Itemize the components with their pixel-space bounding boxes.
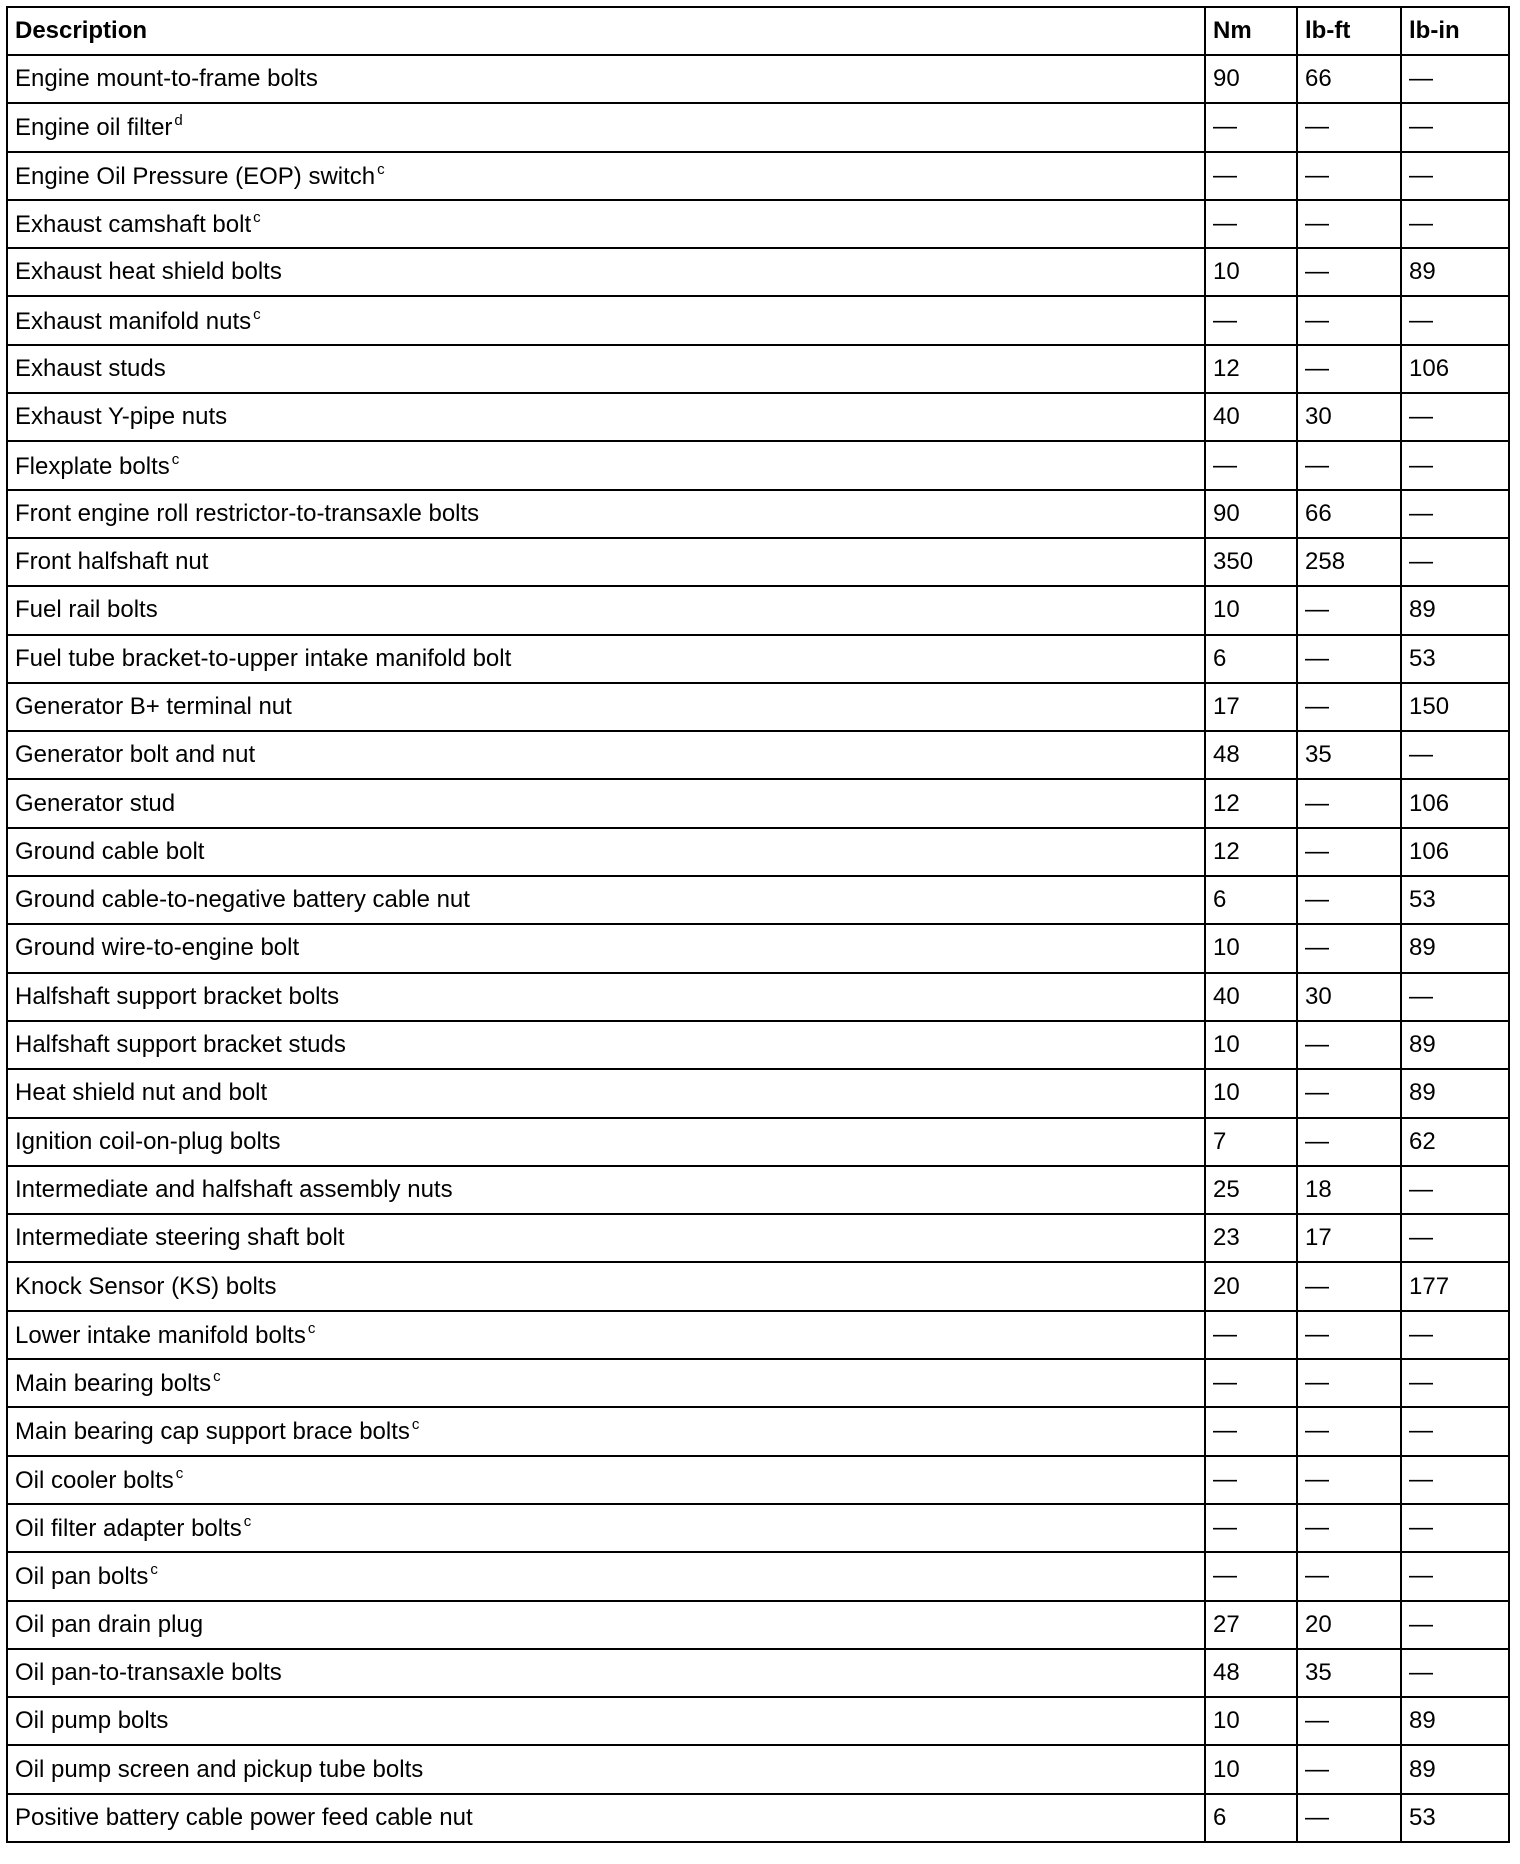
cell-lbin: 53 (1401, 635, 1509, 683)
description-text: Intermediate steering shaft bolt (15, 1224, 345, 1252)
table-row (7, 1311, 1509, 1359)
cell-lbft: — (1297, 924, 1401, 972)
cell-lbft: — (1297, 1504, 1401, 1552)
cell-lbft: — (1297, 1456, 1401, 1504)
cell-lbin: 89 (1401, 248, 1509, 296)
cell-description (7, 924, 1205, 972)
cell-lbft: — (1297, 1069, 1401, 1117)
cell-description (7, 1262, 1205, 1310)
cell-description (7, 635, 1205, 683)
description-text: Exhaust heat shield bolts (15, 258, 282, 286)
cell-lbft: 18 (1297, 1166, 1401, 1214)
cell-lbin: 106 (1401, 345, 1509, 393)
description-text: Heat shield nut and bolt (15, 1079, 268, 1107)
cell-lbin: 89 (1401, 1069, 1509, 1117)
description-text: Oil pump bolts (15, 1707, 169, 1735)
description-text: Oil pump screen and pickup tube bolts (15, 1755, 424, 1783)
description-text: Oil cooler bolts (15, 1466, 174, 1494)
cell-lbin: 89 (1401, 1021, 1509, 1069)
cell-lbin: 89 (1401, 586, 1509, 634)
cell-lbin: 53 (1401, 1794, 1509, 1842)
cell-description (7, 1697, 1205, 1745)
cell-lbft: — (1297, 1745, 1401, 1793)
table-row (7, 1745, 1509, 1793)
table-row (7, 1262, 1509, 1310)
cell-lbft: — (1297, 103, 1401, 151)
cell-description (7, 1407, 1205, 1455)
cell-description (7, 828, 1205, 876)
cell-lbin: — (1401, 296, 1509, 344)
cell-lbft: 35 (1297, 1649, 1401, 1697)
cell-description (7, 683, 1205, 731)
cell-lbin: — (1401, 1504, 1509, 1552)
cell-lbft: 66 (1297, 490, 1401, 538)
table-row (7, 586, 1509, 634)
cell-lbin: — (1401, 1601, 1509, 1649)
cell-lbft: 258 (1297, 538, 1401, 586)
cell-lbin: — (1401, 1407, 1509, 1455)
cell-lbin: 106 (1401, 779, 1509, 827)
cell-description (7, 1359, 1205, 1407)
cell-nm: 12 (1205, 828, 1297, 876)
cell-lbft: — (1297, 1552, 1401, 1600)
table-row (7, 393, 1509, 441)
cell-nm: 10 (1205, 1021, 1297, 1069)
table-row (7, 1552, 1509, 1600)
table-row (7, 538, 1509, 586)
table-row (7, 103, 1509, 151)
cell-nm: — (1205, 200, 1297, 248)
cell-lbft: — (1297, 1794, 1401, 1842)
description-text: Exhaust Y-pipe nuts (15, 403, 228, 431)
cell-nm: 17 (1205, 683, 1297, 731)
cell-nm: 48 (1205, 731, 1297, 779)
cell-lbft: 35 (1297, 731, 1401, 779)
cell-lbft: — (1297, 1311, 1401, 1359)
cell-nm: 6 (1205, 635, 1297, 683)
cell-lbin: 106 (1401, 828, 1509, 876)
cell-nm: 12 (1205, 779, 1297, 827)
cell-lbft: 20 (1297, 1601, 1401, 1649)
table-row (7, 248, 1509, 296)
table-row (7, 1504, 1509, 1552)
cell-nm: 6 (1205, 1794, 1297, 1842)
header-lbin: lb-in (1401, 7, 1509, 55)
cell-description (7, 1794, 1205, 1842)
cell-description (7, 1601, 1205, 1649)
cell-lbft: — (1297, 635, 1401, 683)
cell-nm: — (1205, 1456, 1297, 1504)
cell-description (7, 1456, 1205, 1504)
cell-lbft: 30 (1297, 393, 1401, 441)
cell-description (7, 1504, 1205, 1552)
cell-nm: — (1205, 103, 1297, 151)
cell-lbft: 66 (1297, 55, 1401, 103)
description-text: Ground cable-to-negative battery cable nut (15, 886, 470, 914)
cell-nm: — (1205, 296, 1297, 344)
cell-lbin: — (1401, 1311, 1509, 1359)
cell-lbin: 62 (1401, 1118, 1509, 1166)
description-text: Oil pan-to-transaxle bolts (15, 1658, 282, 1686)
table-row (7, 1407, 1509, 1455)
description-text: Engine mount-to-frame bolts (15, 65, 318, 93)
cell-lbft: — (1297, 1262, 1401, 1310)
cell-description (7, 55, 1205, 103)
cell-description (7, 1021, 1205, 1069)
description-text: Ground wire-to-engine bolt (15, 934, 300, 962)
table-row (7, 296, 1509, 344)
cell-nm: — (1205, 1407, 1297, 1455)
footnote-marker: c (411, 1416, 420, 1434)
cell-nm: — (1205, 441, 1297, 489)
description-text: Knock Sensor (KS) bolts (15, 1272, 277, 1300)
cell-lbft: 17 (1297, 1214, 1401, 1262)
table-row (7, 876, 1509, 924)
description-text: Oil pan drain plug (15, 1610, 204, 1638)
cell-description (7, 1069, 1205, 1117)
cell-nm: — (1205, 1504, 1297, 1552)
cell-nm: 10 (1205, 1745, 1297, 1793)
cell-lbft: 30 (1297, 973, 1401, 1021)
description-text: Main bearing cap support brace bolts (15, 1418, 410, 1446)
header-lbft: lb-ft (1297, 7, 1401, 55)
cell-nm: 7 (1205, 1118, 1297, 1166)
cell-lbin: 89 (1401, 1697, 1509, 1745)
description-text: Exhaust studs (15, 354, 166, 382)
description-text: Oil pan bolts (15, 1563, 149, 1591)
cell-nm: 6 (1205, 876, 1297, 924)
cell-nm: 48 (1205, 1649, 1297, 1697)
table-row (7, 1359, 1509, 1407)
cell-nm: 27 (1205, 1601, 1297, 1649)
table-row (7, 635, 1509, 683)
cell-lbft: — (1297, 200, 1401, 248)
table-row (7, 441, 1509, 489)
description-text: Ignition coil-on-plug bolts (15, 1127, 281, 1155)
cell-nm: — (1205, 1552, 1297, 1600)
table-row (7, 1794, 1509, 1842)
table-row (7, 1649, 1509, 1697)
cell-lbin: — (1401, 1649, 1509, 1697)
description-text: Exhaust camshaft bolt (15, 211, 252, 239)
cell-description (7, 538, 1205, 586)
cell-lbin: — (1401, 731, 1509, 779)
cell-description (7, 1166, 1205, 1214)
description-text: Fuel tube bracket-to-upper intake manifold bolt (15, 644, 512, 672)
cell-lbin: — (1401, 1214, 1509, 1262)
table-row (7, 55, 1509, 103)
cell-lbin: — (1401, 393, 1509, 441)
cell-nm: 12 (1205, 345, 1297, 393)
cell-lbin: — (1401, 152, 1509, 200)
footnote-marker: c (213, 1368, 221, 1386)
cell-description (7, 1118, 1205, 1166)
cell-lbft: — (1297, 1697, 1401, 1745)
description-text: Exhaust manifold nuts (15, 307, 252, 335)
cell-lbin: — (1401, 538, 1509, 586)
cell-lbin: — (1401, 1552, 1509, 1600)
footnote-marker: c (253, 209, 261, 227)
footnote-marker: c (171, 450, 180, 468)
description-text: Flexplate bolts (15, 452, 170, 480)
cell-nm: — (1205, 1359, 1297, 1407)
footnote-marker: d (174, 112, 183, 130)
cell-lbft: — (1297, 779, 1401, 827)
table-row (7, 924, 1509, 972)
cell-lbin: — (1401, 490, 1509, 538)
cell-description (7, 1311, 1205, 1359)
cell-description (7, 1214, 1205, 1262)
description-text: Generator bolt and nut (15, 741, 256, 769)
description-text: Engine Oil Pressure (EOP) switch (15, 162, 376, 190)
cell-description (7, 393, 1205, 441)
cell-lbin: — (1401, 1456, 1509, 1504)
description-text: Halfshaft support bracket bolts (15, 982, 340, 1010)
table-row (7, 1118, 1509, 1166)
description-text: Engine oil filter (15, 114, 173, 142)
cell-nm: 23 (1205, 1214, 1297, 1262)
cell-lbft: — (1297, 441, 1401, 489)
footnote-marker: c (243, 1513, 252, 1531)
cell-description (7, 779, 1205, 827)
torque-spec-table (6, 6, 1510, 1843)
description-text: Ground cable bolt (15, 837, 205, 865)
cell-lbin: 89 (1401, 924, 1509, 972)
cell-nm: 350 (1205, 538, 1297, 586)
description-text: Lower intake manifold bolts (15, 1321, 306, 1349)
cell-lbft: — (1297, 152, 1401, 200)
cell-nm: 10 (1205, 1697, 1297, 1745)
table-row (7, 200, 1509, 248)
cell-lbft: — (1297, 248, 1401, 296)
cell-nm: 10 (1205, 248, 1297, 296)
table-row (7, 828, 1509, 876)
cell-nm: — (1205, 152, 1297, 200)
cell-nm: 90 (1205, 490, 1297, 538)
cell-description (7, 490, 1205, 538)
cell-description (7, 441, 1205, 489)
cell-lbin: 53 (1401, 876, 1509, 924)
cell-nm: 40 (1205, 973, 1297, 1021)
table-body (7, 55, 1509, 1842)
table-row (7, 1697, 1509, 1745)
cell-lbft: — (1297, 1118, 1401, 1166)
table-row (7, 1069, 1509, 1117)
cell-lbft: — (1297, 876, 1401, 924)
table-row (7, 779, 1509, 827)
cell-description (7, 731, 1205, 779)
description-text: Fuel rail bolts (15, 596, 158, 624)
table-row (7, 345, 1509, 393)
cell-nm: 25 (1205, 1166, 1297, 1214)
cell-description (7, 1552, 1205, 1600)
cell-lbft: — (1297, 296, 1401, 344)
cell-lbft: — (1297, 828, 1401, 876)
cell-lbft: — (1297, 683, 1401, 731)
cell-lbft: — (1297, 345, 1401, 393)
table-header-row (7, 7, 1509, 55)
cell-lbin: — (1401, 1166, 1509, 1214)
cell-nm: 20 (1205, 1262, 1297, 1310)
cell-lbin: — (1401, 973, 1509, 1021)
table-row (7, 1166, 1509, 1214)
table-row (7, 1456, 1509, 1504)
cell-lbin: 89 (1401, 1745, 1509, 1793)
table-row (7, 1601, 1509, 1649)
description-text: Front halfshaft nut (15, 548, 209, 576)
cell-lbin: 150 (1401, 683, 1509, 731)
cell-lbft: — (1297, 1359, 1401, 1407)
cell-description (7, 103, 1205, 151)
cell-lbin: — (1401, 103, 1509, 151)
cell-lbft: — (1297, 1021, 1401, 1069)
cell-nm: 10 (1205, 586, 1297, 634)
description-text: Generator B+ terminal nut (15, 693, 292, 720)
description-text: Main bearing bolts (15, 1370, 212, 1398)
footnote-marker: c (253, 305, 261, 323)
description-text: Oil filter adapter bolts (15, 1515, 242, 1543)
table-row (7, 1021, 1509, 1069)
table-row (7, 731, 1509, 779)
cell-lbin: — (1401, 55, 1509, 103)
footnote-marker: c (175, 1464, 184, 1482)
footnote-marker: c (307, 1319, 316, 1337)
cell-nm: — (1205, 1311, 1297, 1359)
cell-lbin: — (1401, 200, 1509, 248)
cell-lbin: 177 (1401, 1262, 1509, 1310)
cell-lbft: — (1297, 586, 1401, 634)
cell-lbft: — (1297, 1407, 1401, 1455)
description-text: Intermediate and halfshaft assembly nuts (15, 1175, 453, 1203)
table-row (7, 1214, 1509, 1262)
footnote-marker: c (377, 160, 385, 178)
cell-description (7, 876, 1205, 924)
cell-description (7, 973, 1205, 1021)
description-text: Front engine roll restrictor-to-transaxle bolts (15, 499, 480, 527)
cell-description (7, 248, 1205, 296)
cell-lbin: — (1401, 441, 1509, 489)
cell-description (7, 296, 1205, 344)
cell-nm: 40 (1205, 393, 1297, 441)
cell-lbin: — (1401, 1359, 1509, 1407)
description-text: Positive battery cable power feed cable nut (15, 1803, 473, 1831)
description-text: Halfshaft support bracket studs (15, 1031, 346, 1059)
cell-description (7, 586, 1205, 634)
cell-description (7, 1649, 1205, 1697)
footnote-marker: c (150, 1561, 158, 1579)
header-description: Description (7, 7, 1205, 55)
cell-description (7, 345, 1205, 393)
cell-description (7, 152, 1205, 200)
table-row (7, 490, 1509, 538)
description-text: Generator stud (15, 789, 176, 817)
table-row (7, 973, 1509, 1021)
cell-description (7, 1745, 1205, 1793)
table-row (7, 683, 1509, 731)
cell-nm: 90 (1205, 55, 1297, 103)
cell-description (7, 200, 1205, 248)
table-row (7, 152, 1509, 200)
cell-nm: 10 (1205, 924, 1297, 972)
cell-nm: 10 (1205, 1069, 1297, 1117)
header-nm: Nm (1205, 7, 1297, 55)
